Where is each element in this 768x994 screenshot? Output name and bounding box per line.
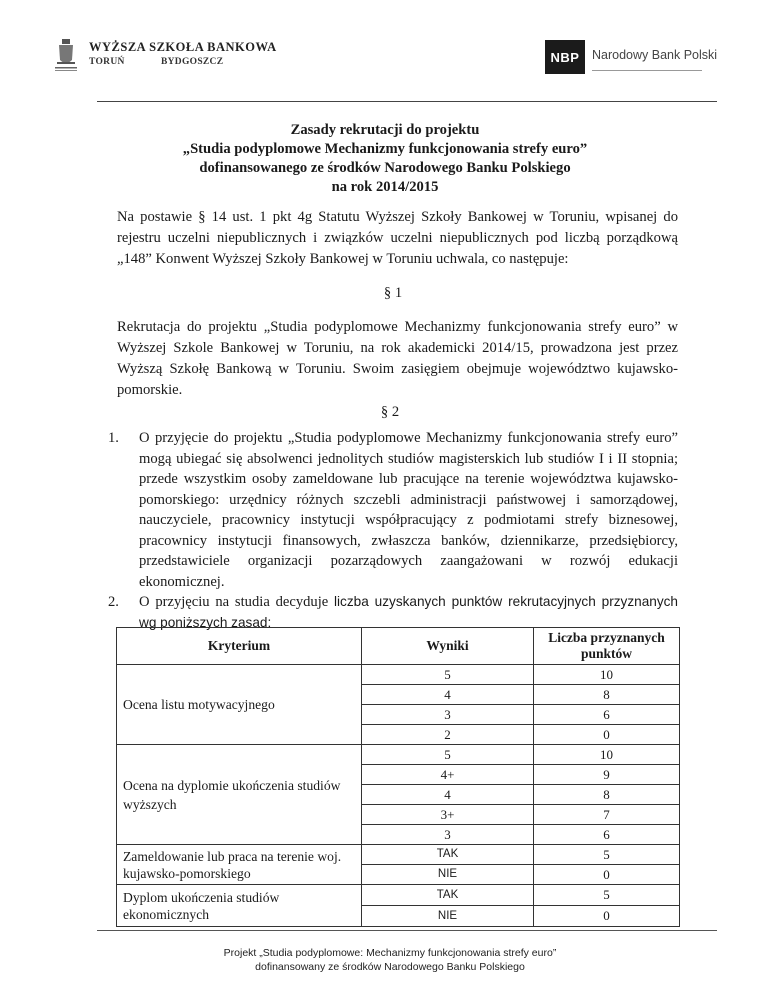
points-value: 5 (534, 845, 679, 865)
section-1-paragraph: Rekrutacja do projektu „Studia podyplomowe Mechanizmy funkcjonowania strefy euro” w Wyższej Szkole Bankowej w Toruniu, na rok akademicki 2014/15, prowadzona jest przez Wyższą Szkołę Bankową w Toruniu. Swoim zasięgiem obejmuje województwo kujawsko-pomorskie. (117, 319, 678, 398)
list-item-text: O przyjęcie do projektu „Studia podyplomowe Mechanizmy funkcjonowania strefy euro” mogą ubiegać się absolwenci jednolitych studiów magisterskich lub studiów I i II stopnia; przede wszystkim osoby zameldowane lub pracujące na terenie województwa kujawsko-pomorskiego: urzędnicy różnych szczebli administracji państwowej i samorządowej, nauczyciele, pracownicy instytucji współpracujący z podmiotami strefy biznesowej, pracownicy instytucji finansowych, zwłaszcza banków, dziennikarze, przedsiębiorcy, przedstawiciele organizacji pozarządowych zaangażowani w rozwój edukacji ekonomicznej. (139, 430, 678, 590)
criterion-cell: Dyplom ukończenia studiów ekonomicznych (117, 885, 362, 927)
result-value: NIE (437, 868, 458, 880)
points-value: 7 (534, 805, 679, 825)
header-points: Liczba przyznanych punktów (534, 628, 680, 665)
list-item (108, 428, 678, 592)
points-value: 6 (603, 827, 610, 842)
title-line-1: Zasady rekrutacji do projektu (290, 122, 480, 138)
result-value: TAK (362, 885, 533, 906)
document-title (100, 121, 670, 197)
result-value: NIE (437, 910, 458, 922)
points-cell (534, 665, 680, 745)
title-line-4: na rok 2014/2015 (331, 179, 439, 195)
result-value: 3+ (362, 805, 533, 825)
result-value: 5 (362, 745, 533, 765)
criteria-table (116, 627, 680, 927)
table-row (117, 885, 680, 927)
points-value: 10 (534, 745, 679, 765)
points-value: 8 (534, 685, 679, 705)
result-value: 2 (444, 727, 451, 742)
points-value: 9 (534, 765, 679, 785)
points-value: 8 (534, 785, 679, 805)
result-value: 3 (444, 827, 451, 842)
nbp-underline (592, 70, 702, 71)
list-item-text (139, 594, 678, 630)
school-logo (53, 38, 277, 74)
section-2-list (108, 428, 678, 633)
footer-rule (97, 930, 717, 931)
result-value: 4 (362, 685, 533, 705)
title-line-2: „Studia podyplomowe Mechanizmy funkcjonowania strefy euro” (182, 141, 588, 157)
header-rule (97, 101, 717, 102)
list-item-rest: liczba uzyskanych punktów rekrutacyjnych przyznanych wg poniższych zasad: (139, 594, 678, 630)
city-torun: TORUŃ (89, 57, 125, 67)
results-cell (362, 745, 534, 845)
header-results: Wyniki (362, 628, 534, 665)
table-row (117, 845, 680, 885)
results-cell (362, 885, 534, 927)
result-value: 5 (362, 665, 533, 685)
points-cell (534, 845, 680, 885)
criterion-cell: Zameldowanie lub praca na terenie woj. kujawsko-pomorskiego (117, 845, 362, 885)
result-value: 4+ (362, 765, 533, 785)
points-cell (534, 745, 680, 845)
section-1-heading: § 1 (383, 285, 403, 301)
crest-icon (53, 38, 79, 72)
table-row (117, 665, 680, 745)
nbp-name: Narodowy Bank Polski (592, 48, 718, 62)
results-cell (362, 665, 534, 745)
nbp-logo: NBP (545, 40, 585, 74)
school-name: WYŻSZA SZKOŁA BANKOWA (89, 40, 277, 54)
criterion-cell: Ocena listu motywacyjnego (117, 665, 362, 745)
list-item-number: 2. (108, 594, 119, 610)
list-item-number: 1. (108, 430, 119, 446)
results-cell (362, 845, 534, 885)
footer-line-2: dofinansowany ze środków Narodowego Banku Polskiego (255, 961, 525, 973)
points-value: 10 (534, 665, 679, 685)
criterion-cell: Ocena na dyplomie ukończenia studiów wyższych (117, 745, 362, 845)
table-row (117, 745, 680, 845)
table-header-row (117, 628, 680, 665)
section-2-heading: § 2 (380, 404, 400, 420)
result-value: 4 (362, 785, 533, 805)
result-value: TAK (362, 845, 533, 865)
intro-paragraph: Na postawie § 14 ust. 1 pkt 4g Statutu Wyższej Szkoły Bankowej w Toruniu, wpisanej do rejestru uczelni niepublicznych i związków uczelni niepublicznych pod liczbą porządkową „148” Konwent Wyższej Szkoły Bankowej w Toruniu uchwala, co następuje: (117, 209, 678, 267)
points-value: 6 (534, 705, 679, 725)
result-value: 3 (362, 705, 533, 725)
footer (140, 946, 640, 974)
header-criterion: Kryterium (117, 628, 362, 665)
list-item-lead: O przyjęciu na studia decyduje (139, 594, 335, 610)
city-bydgoszcz: BYDGOSZCZ (161, 57, 224, 67)
title-line-3: dofinansowanego ze środków Narodowego Banku Polskiego (199, 160, 571, 176)
points-value: 0 (603, 867, 610, 882)
points-cell (534, 885, 680, 927)
points-value: 5 (534, 885, 679, 906)
points-value: 0 (603, 908, 610, 923)
points-value: 0 (603, 727, 610, 742)
footer-line-1: Projekt „Studia podyplomowe: Mechanizmy funkcjonowania strefy euro” (223, 947, 557, 959)
